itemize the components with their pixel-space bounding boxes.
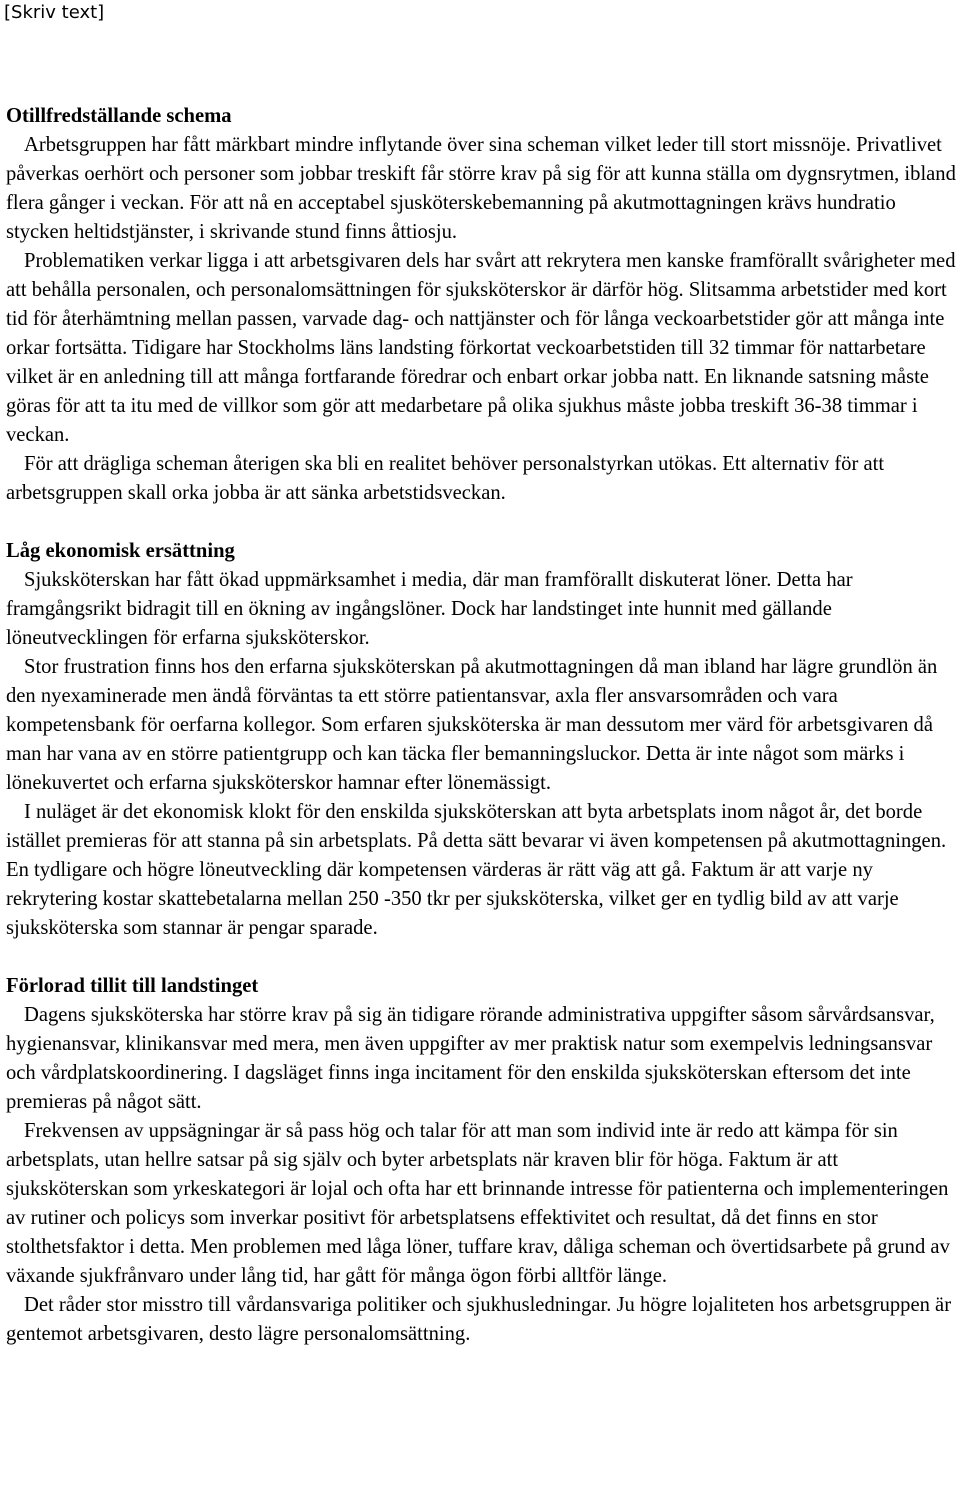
paragraph: Arbetsgruppen har fått märkbart mindre inflytande över sina scheman vilket leder till stort missnöje. Privatlivet påverkas oerhört och personer som jobbar treskift får större krav på sig för att kunna ställa om dygnsrytmen, ibland flera gånger i veckan. För att nå en acceptabel sjusköterskebemanning på akutmottagningen krävs hundratio stycken heltidstjänster, i skrivande stund finns åttiosju. [6, 134, 956, 243]
paragraph: För att drägliga scheman återigen ska bli en realitet behöver personalstyrkan utökas. Ett alternativ för att arbetsgruppen skall orka jobba är att sänka arbetstidsveckan. [6, 453, 885, 504]
paragraph: I nuläget är det ekonomisk klokt för den enskilda sjuksköterskan att byta arbetsplats inom något år, det borde istället premieras för att stanna på sin arbetsplats. På detta sätt bevarar vi även kompetensen på akutmottagningen. En tydligare och högre löneutveckling där kompetensen värderas är rätt väg att gå. Faktum är att varje ny rekrytering kostar skattebetalarna mellan 250 -350 tkr per sjuksköterska, vilket ger en tydlig bild av att varje sjuksköterska som stannar är pengar sparade. [6, 801, 947, 939]
section-otillfredstallande-schema [6, 102, 958, 508]
paragraph: Stor frustration finns hos den erfarna sjuksköterskan på akutmottagningen då man ibland har lägre grundlön än den nyexaminerade men ändå förväntas ta ett större patientansvar, axla fler ansvarsområden och vara kompetensbank för oerfarna kollegor. Som erfaren sjuksköterska är man dessutom mer värd för arbetsgivaren då man har vana av en större patientgrupp och kan täcka fler bemanningsluckor. Detta är inte något som märks i lönekuvertet och erfarna sjuksköterskor hamnar efter lönemässigt. [6, 656, 938, 794]
paragraph: Frekvensen av uppsägningar är så pass hög och talar för att man som individ inte är redo att kämpa för sin arbetsplats, utan hellre satsar på sig själv och byter arbetsplats när kraven blir för höga. Faktum är att sjuksköterskan som yrkeskategori är lojal och ofta har ett brinnande intresse för patienterna och implementeringen av rutiner och policys som inverkar positivt för arbetsplatsens effektivitet och resultat, då det finns en stor stolthetsfaktor i detta. Men problemen med låga löner, tuffare krav, dåliga scheman och övertidsarbete på grund av växande sjukfrånvaro under lång tid, har gått för många ögon förbi alltför länge. [6, 1120, 950, 1287]
header-placeholder-text: [Skriv text] [4, 2, 105, 23]
paragraph: Dagens sjuksköterska har större krav på sig än tidigare rörande administrativa uppgifter såsom sårvårdsansvar, hygienansvar, klinikansvar med mera, men även uppgifter av mer praktisk natur som exempelvis ledningsansvar och vårdplatskoordinering. I dagsläget finns inga incitament för den enskilda sjuksköterskan eftersom det inte premieras på något sätt. [6, 1004, 935, 1113]
section-lag-ekonomisk-ersattning [6, 537, 958, 943]
paragraph: Sjuksköterskan har fått ökad uppmärksamhet i media, där man framförallt diskuterat löner. Detta har framgångsrikt bidragit till en ökning av ingångslöner. Dock har landstinget inte hunnit med gällande löneutvecklingen för erfarna sjuksköterskor. [6, 569, 853, 649]
section-forlorad-tillit [6, 972, 958, 1349]
paragraph: Problematiken verkar ligga i att arbetsgivaren dels har svårt att rekrytera men kanske framförallt svårigheter med att behålla personalen, och personalomsättningen för sjuksköterskor är därför hög. Slitsamma arbetstider med kort tid för återhämtning mellan passen, varvade dag- och nattjänster och för långa veckoarbetstider gör att många inte orkar fortsätta. Tidigare har Stockholms läns landsting förkortat veckoarbetstiden till 32 timmar för nattarbetare vilket är en anledning till att många fortfarande föredrar och enbart orkar jobba natt. En liknande satsning måste göras för att ta itu med de villkor som gör att medarbetare på olika sjukhus måste jobba treskift 36-38 timmar i veckan. [6, 250, 956, 446]
document-body [6, 102, 958, 1349]
section-heading: Otillfredställande schema [6, 105, 232, 127]
paragraph: Det råder stor misstro till vårdansvariga politiker och sjukhusledningar. Ju högre lojaliteten hos arbetsgruppen är gentemot arbetsgivaren, desto lägre personalomsättning. [6, 1294, 952, 1345]
section-heading: Låg ekonomisk ersättning [6, 540, 235, 562]
section-heading: Förlorad tillit till landstinget [6, 975, 259, 997]
